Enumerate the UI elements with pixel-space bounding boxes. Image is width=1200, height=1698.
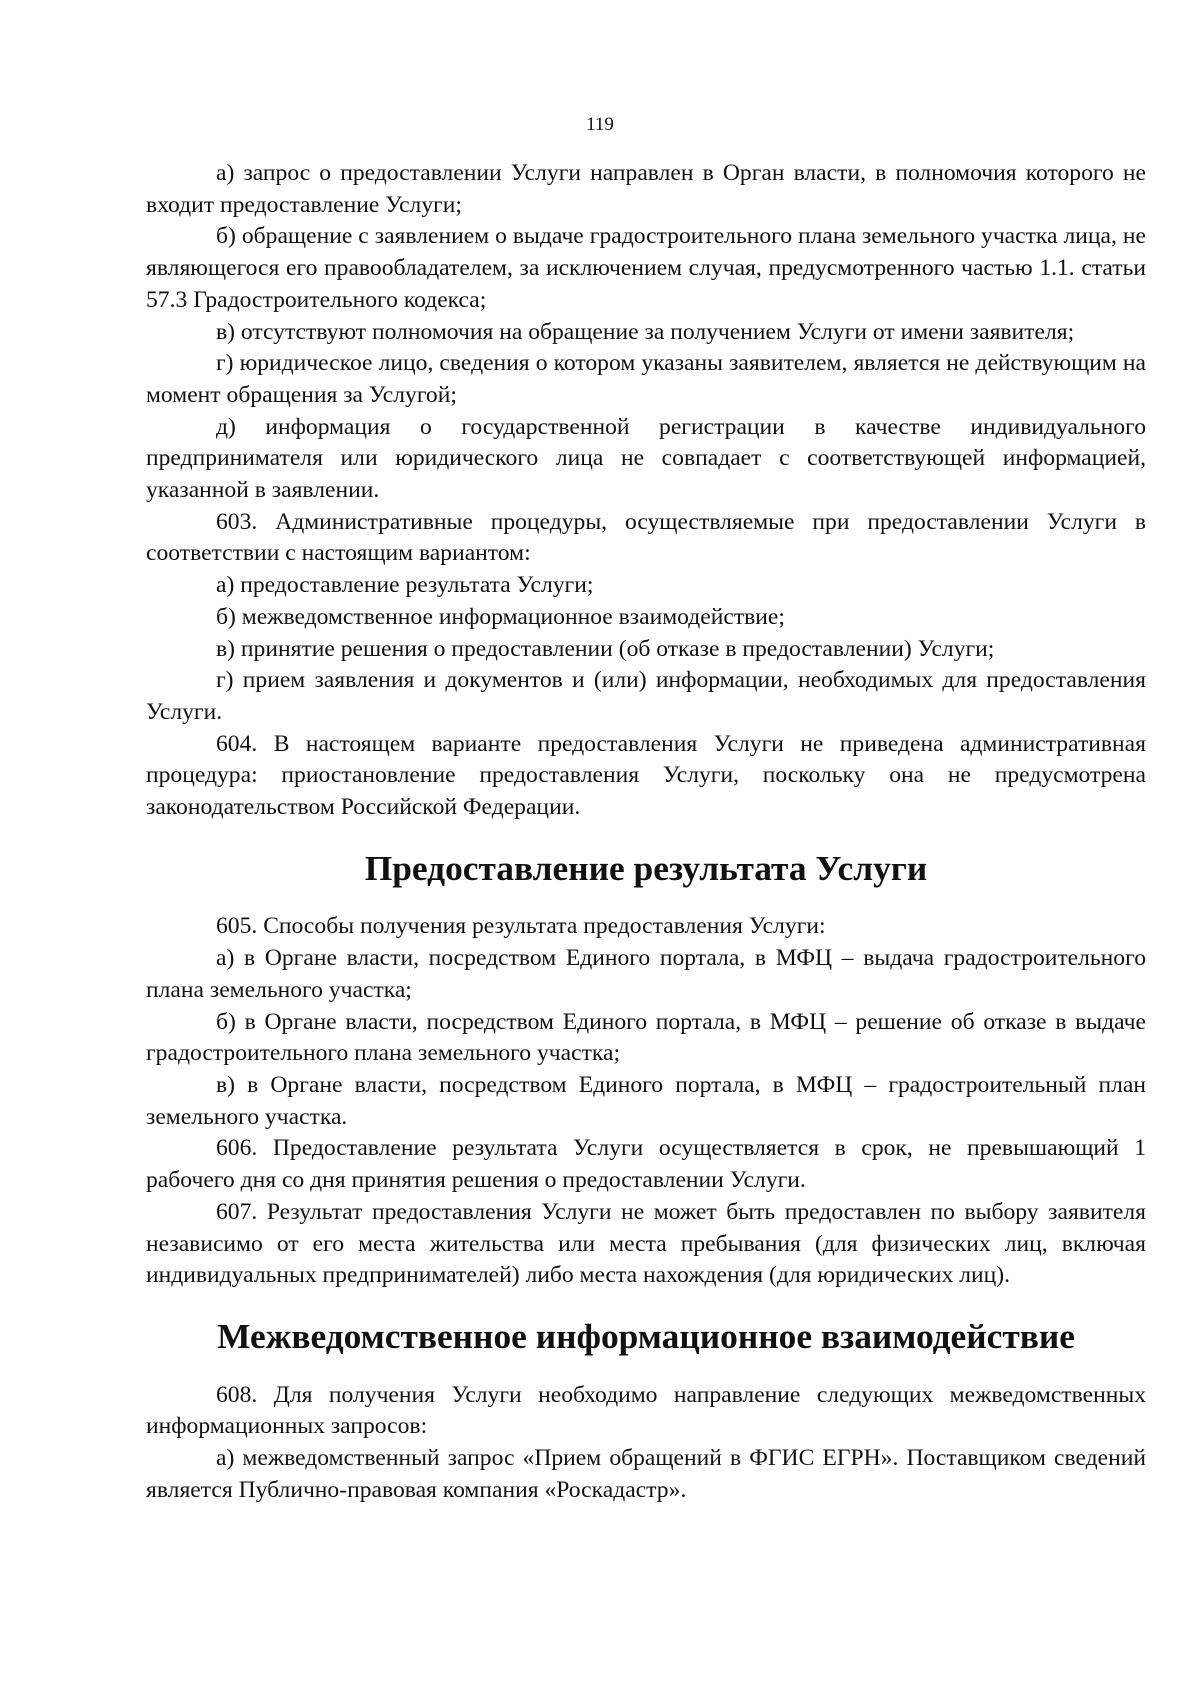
paragraph-604: 604. В настоящем варианте предоставления Услуги не приведена административная процедура: приостановление предоставления Услуги, поскольку она не предусмотрена законодательством Российской Федерации. <box>146 730 1146 821</box>
paragraph-603-a: а) предоставление результата Услуги; <box>216 572 594 599</box>
paragraph-608-a: а) межведомственный запрос «Прием обращений в ФГИС ЕГРН». Поставщиком сведений является Публично-правовая компания «Роскадастр». <box>146 1445 1146 1503</box>
paragraph-605-a: а) в Органе власти, посредством Единого портала, в МФЦ – выдача градостроительного плана земельного участка; <box>146 945 1146 1003</box>
paragraph-item-a: а) запрос о предоставлении Услуги направлен в Орган власти, в полномочия которого не входит предоставление Услуги; <box>146 160 1146 218</box>
paragraph-item-g: г) юридическое лицо, сведения о котором указаны заявителем, является не действующим на момент обращения за Услугой; <box>146 350 1146 408</box>
document-body <box>146 158 1146 1506</box>
paragraph-605: 605. Способы получения результата предоставления Услуги: <box>216 913 826 940</box>
paragraph-605-b: б) в Органе власти, посредством Единого портала, в МФЦ – решение об отказе в выдаче градостроительного плана земельного участка; <box>146 1008 1146 1067</box>
paragraph-item-v: в) отсутствуют полномочия на обращение за получением Услуги от имени заявителя; <box>216 318 1075 345</box>
paragraph-606: 606. Предоставление результата Услуги осуществляется в срок, не превышающий 1 рабочего дня со дня принятия решения о предоставлении Услуги. <box>146 1135 1146 1194</box>
paragraph-603-b: б) межведомственное информационное взаимодействие; <box>216 603 785 630</box>
page-number: 119 <box>586 114 614 135</box>
paragraph-item-d: д) информация о государственной регистрации в качестве индивидуального предпринимателя или юридического лица не совпадает с соответствующей информацией, указанной в заявлении. <box>146 413 1146 504</box>
section-heading-interagency: Межведомственное информационное взаимодействие <box>217 1315 1075 1356</box>
paragraph-603: 603. Административные процедуры, осуществляемые при предоставлении Услуги в соответствии с настоящим вариантом: <box>146 508 1146 567</box>
paragraph-603-g: г) прием заявления и документов и (или) информации, необходимых для предоставления Услуги. <box>146 667 1146 725</box>
section-heading-result: Предоставление результата Услуги <box>364 847 928 888</box>
paragraph-607: 607. Результат предоставления Услуги не может быть предоставлен по выбору заявителя независимо от его места жительства или места пребывания (для физических лиц, включая индивидуальных предпринимателей) либо места нахождения (для юридических лиц). <box>146 1198 1146 1289</box>
paragraph-603-v: в) принятие решения о предоставлении (об отказе в предоставлении) Услуги; <box>216 635 995 662</box>
paragraph-605-v: в) в Органе власти, посредством Единого портала, в МФЦ – градостроительный план земельного участка. <box>146 1071 1146 1130</box>
paragraph-item-b: б) обращение с заявлением о выдаче градостроительного плана земельного участка лица, не являющегося его правообладателем, за исключением случая, предусмотренного частью 1.1. статьи 57.3 Градостроительного кодекса; <box>146 223 1146 313</box>
paragraph-608: 608. Для получения Услуги необходимо направление следующих межведомственных информационных запросов: <box>146 1381 1146 1440</box>
